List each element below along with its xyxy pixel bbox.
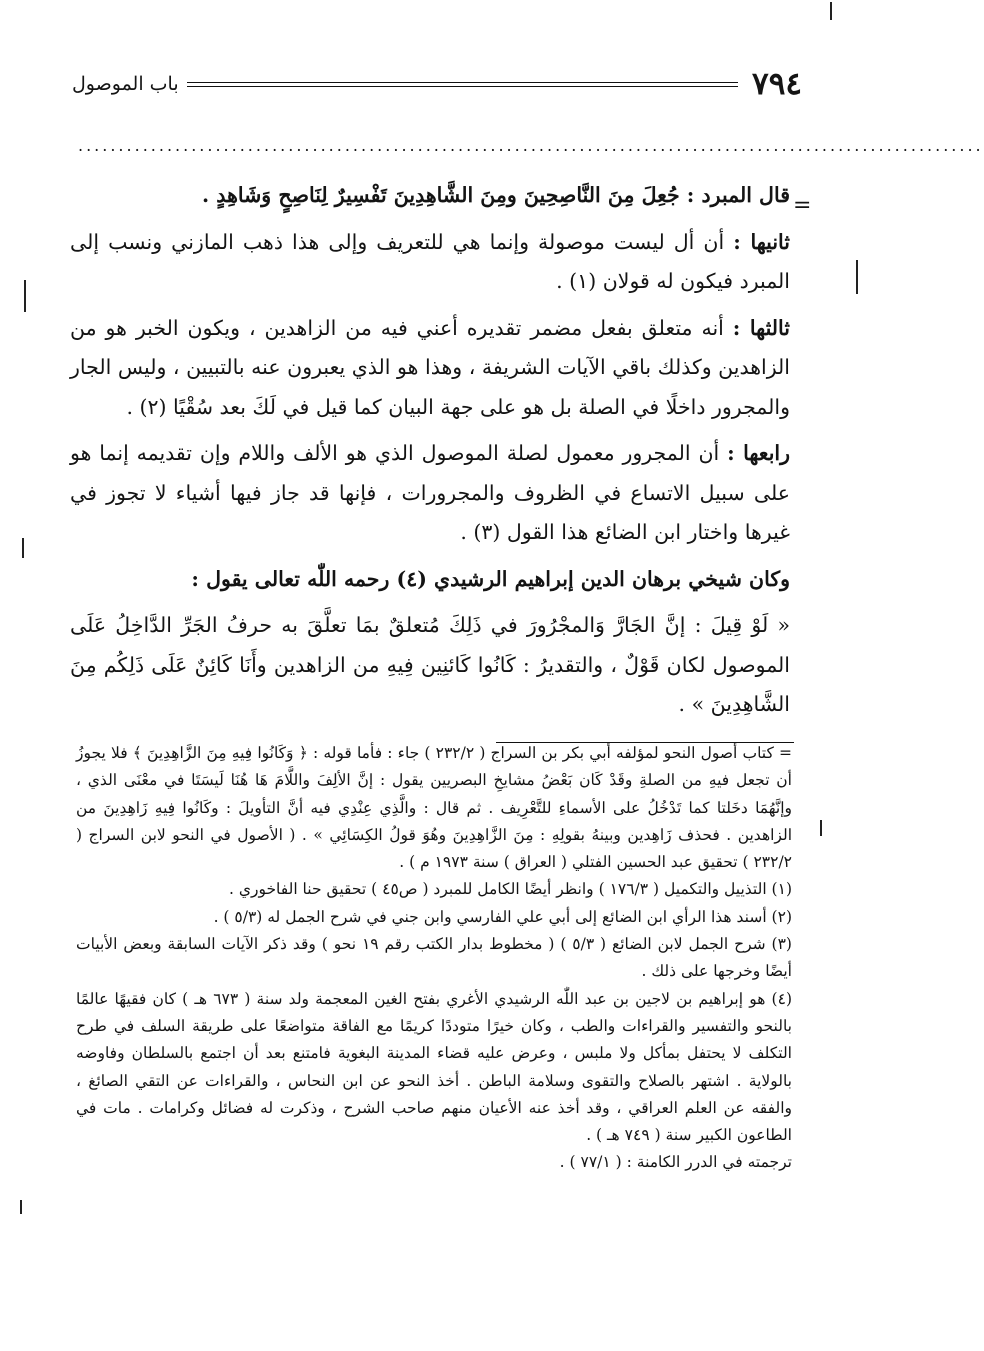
- margin-line: [20, 1200, 22, 1214]
- paragraph-text: « لَوْ قِيلَ : إنَّ الجَارَّ وَالمجْرُورَ في ذَلِكَ مُتعلقٌ بمَا تعلَّقَ به حرفُ الجَرِّ الدَّاخِلُ عَلَى الموصول لكان قَوْلٌ ، والتقديرُ : كَانُوا كَائنِين فِيهِ من الزاهدين وأَنَا كَائِنٌ عَلَى ذَلِكُم مِنَ الشَّاهِدِينَ » .: [70, 613, 790, 716]
- margin-line: [830, 2, 832, 20]
- paragraph-lead: ثانيها :: [733, 229, 790, 254]
- header-rule: [187, 82, 738, 87]
- paragraph-text: أن المجرور معمول لصلة الموصول الذي هو الألف واللام وإن تقديمه إنما هو على سبيل الاتساع في الظروف والمجرورات ، فإنها قد جاز فيها أشياء لا تجوز في غيرها واختار ابن الضائع هذا القول (٣) .: [70, 441, 790, 544]
- footnote-4: (٤) هو إبراهيم بن لاجين بن عبد اللّٰه الرشيدي الأغري بفتح الغين المعجمة ولد سنة ( ٦٧٣ هـ ) كان فقيهًا عالمًا بالنحو والتفسير والقراءات والطب ، وكان خيرًا متوددًا كريمًا مع الفاقة متواضعًا على طريقة السلف في طرح التكلف لا يحتفل بمأكل ولا ملبس ، وعرض عليه قضاء المدينة البغوية فامتنع بعد أن اجتمع بالسلطان وفاوضه بالولاية . اشتهر بالصلاح والتقوى وسلامة الباطن . أخذ النحو عن ابن النحاس ، والقراءات عن التقي الصائغ ، والفقه عن العلم العراقي ، وقد أخذ عنه الأعيان منهم صاحب الشرح ، وذكرت له فضائل وكرامات . مات في الطاعون الكبير سنة ( ٧٤٩ هـ ) .: [76, 989, 792, 1145]
- footnote-4-reference: ترجمته في الدرر الكامنة : ( ٧٧/١ ) .: [559, 1153, 792, 1172]
- paragraph-quote: [70, 606, 790, 725]
- page-number: ٧٩٤: [752, 66, 802, 102]
- page-header: [72, 62, 802, 106]
- paragraph-lead: رابعها :: [727, 441, 790, 465]
- paragraph-lead: ثالثها :: [732, 315, 790, 340]
- footnote-2: (٢) أسند هذا الرأي ابن الضائع إلى أبي علي الفارسي وابن جني في شرح الجمل له (٥/٣ ) .: [213, 907, 792, 926]
- paragraph-second: [70, 223, 790, 302]
- paragraph-fourth: [70, 434, 790, 553]
- paragraph-third: [70, 309, 790, 428]
- main-text: [70, 176, 790, 725]
- continuation-mark: =: [793, 193, 812, 218]
- footnote-continuation: = كتاب أصول النحو لمؤلفه أبي بكر بن السراج ( ٢٣٢/٢ ) جاء : فأما قوله : ﴿ وَكَانُوا فِيهِ مِنَ الزَّاهِدِينَ ﴾ فلا يجوزُ أن تجعل فيهِ من الصلةِ وقَدْ كَان بَعْضُ مشايخِ البصريين يقول : إنَّ الألِفَ واللَّامَ هَا هُنَا لَيسَتَا في معْنَى الذي ، وإنَّهُمَا دخَلتا كما تَدْخُلُ على الأسماءِ للتَّعْرِيف . ثم قال : والَّذِي عِنْدِي فيه أنَّ التأويلَ : وكَانُوا فِيهِ زَاهِدِينَ من الزاهدين . فحذف زَاهِدين وبينهُ بقولِهِ : مِنَ الزَّاهِدِينَ وهُوَ قولُ الكِسَائِي » . ( الأصول في النحو لابن السراج ( ٢٣٢/٢ ) تحقيق عبد الحسين الفتلي ( العراق ) سنة ١٩٧٣ م ) .: [76, 744, 793, 872]
- dotted-separator: ................................................................................................................: [78, 136, 984, 155]
- footnote-3: (٣) شرح الجمل لابن الضائع ( ٥/٣ ) ( مخطوط بدار الكتب رقم ١٩ نحو ) وقد ذكر الآيات السابقة وبعض الأبيات أيضًا وخرجها على ذلك .: [76, 935, 792, 981]
- paragraph-text: أنه متعلق بفعل مضمر تقديره أعني فيه من الزاهدين ، ويكون الخبر هو من الزاهدين وكذلك باقي الآيات الشريفة ، وهذا هو الذي يعبرون عنه بالتبيين ، وليس الجار والمجرور داخلًا في الصلة بل هو على جهة البيان كما قيل في لَكَ بعد سُقْيًا (٢) .: [70, 315, 790, 419]
- footnote-1: (١) التذييل والتكميل ( ١٧٦/٣ ) وانظر أيضًا الكامل للمبرد ( ص٤٥ ) تحقيق حنا الفاخوري .: [228, 880, 792, 899]
- footnotes: [76, 740, 792, 1177]
- margin-line: [856, 260, 858, 294]
- paragraph-mubarrad: [70, 176, 790, 216]
- margin-line: [820, 820, 822, 836]
- margin-line: [22, 538, 24, 558]
- margin-line: [24, 280, 26, 312]
- paragraph-sheikh: [70, 560, 790, 600]
- paragraph-text: وكان شيخي برهان الدين إبراهيم الرشيدي (٤) رحمه اللّٰه تعالى يقول :: [191, 566, 790, 591]
- paragraph-text: أن أل ليست موصولة وإنما هي للتعريف وإلى هذا ذهب المازني ونسب إلى المبرد فيكون له قولان (١) .: [70, 229, 790, 293]
- chapter-title: باب الموصول: [72, 73, 179, 95]
- paragraph-text: قال المبرد : جُعِلَ مِنَ النَّاصِحِينَ ومِنَ الشَّاهِدِينَ تَفْسِيرٌ لِنَاصِحٍ وَشَاهِدٍ .: [202, 183, 790, 207]
